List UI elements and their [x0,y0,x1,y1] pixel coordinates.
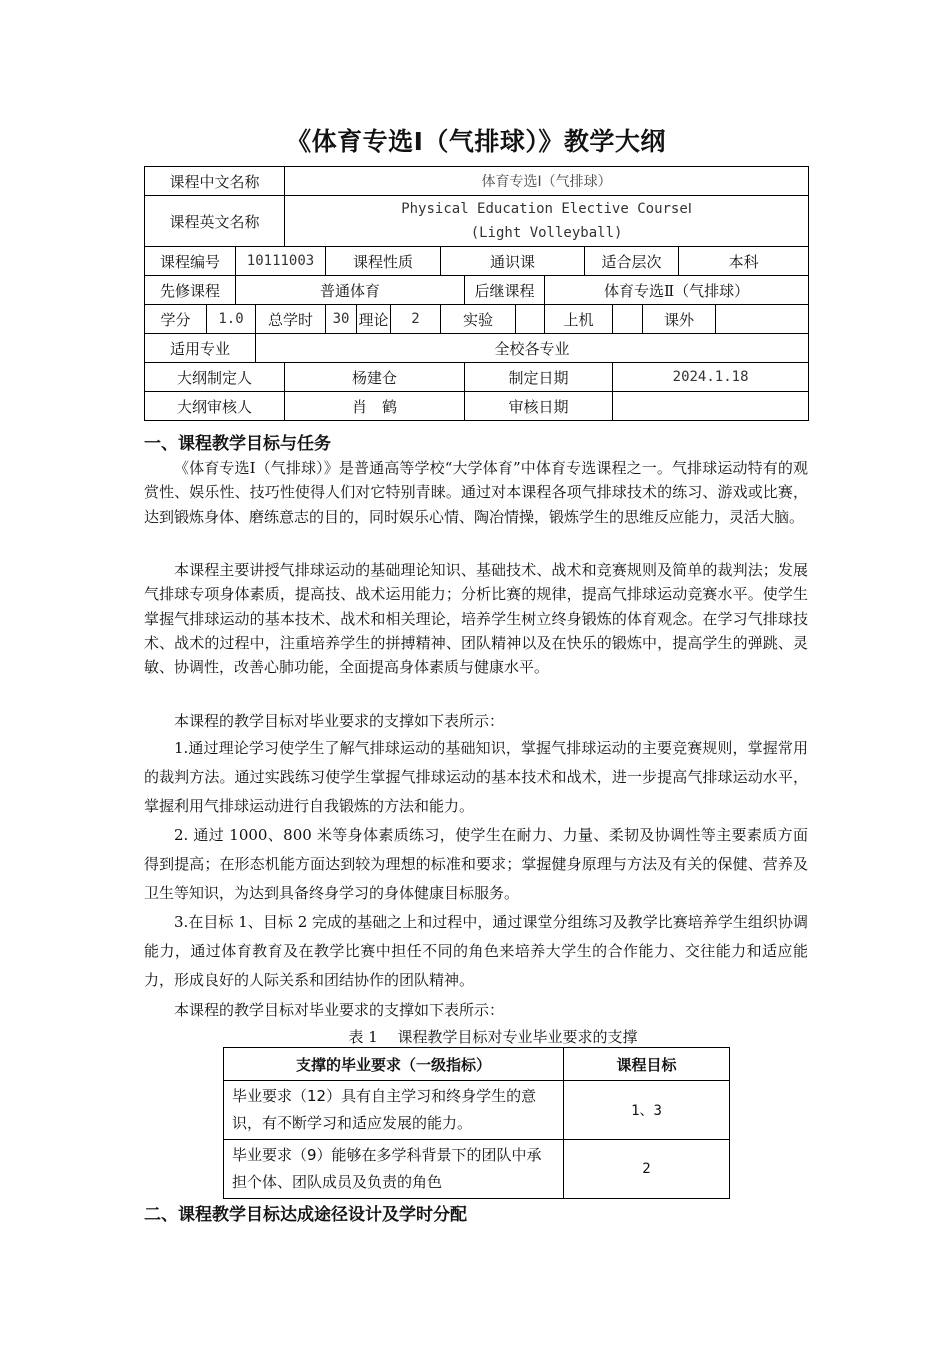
reviewer-label: 大纲审核人 [145,392,285,421]
level-label: 适合层次 [585,247,679,276]
requirement-cell: 毕业要求（12）具有自主学习和终身学生的意识，有不断学习和适应发展的能力。 [224,1081,564,1140]
section1-paragraph-3: 本课程的教学目标对毕业要求的支撑如下表所示： [174,712,505,730]
section1-paragraph-2: 本课程主要讲授气排球运动的基础理论知识、基础技术、战术和竞赛规则及简单的裁判法；发展气排球专项身体素质，提高技、战术运用能力；分析比赛的规律，提高气排球运动竞赛水平。使学生掌握气排球运动的基本技术、战术和相关理论，培养学生树立终身锻炼的体育观念。在学习气排球技术、战术的过程中，注重培养学生的拼搏精神、团队精神以及在快乐的锻炼中，提高学生的弹跳、灵敏、协调性，改善心肺功能，全面提高身体素质与健康水平。 [144,561,808,677]
exp-value [516,305,545,334]
hours-value: 30 [326,305,357,334]
hours-label: 总学时 [256,305,326,334]
theory-label: 理论 [357,305,391,334]
course-info-table [144,166,809,421]
section1-paragraph-1: 《体育专选Ⅰ（气排球）》是普通高等学校“大学体育”中体育专选课程之一。气排球运动特有的观赏性、娱乐性、技巧性使得人们对它特别青睐。通过对本课程各项气排球技术的练习、游戏或比赛，达到锻炼身体、磨练意志的目的，同时娱乐心情、陶冶情操，锻炼学生的思维反应能力，灵活大脑。 [144,459,808,526]
major-value: 全校各专业 [256,334,809,363]
review-date-label: 审核日期 [465,392,613,421]
table1-caption: 表 1 课程教学目标对专业毕业要求的支撑 [348,1028,638,1046]
code-label: 课程编号 [145,247,236,276]
computer-value [613,305,643,334]
section2-heading: 二、课程教学目标达成途径设计及学时分配 [144,1205,467,1225]
author-value: 杨建仓 [285,363,465,392]
requirements-table [223,1047,730,1199]
theory-value: 2 [391,305,441,334]
date-value: 2024.1.18 [613,363,809,392]
extra-label: 课外 [643,305,716,334]
header-goal: 课程目标 [564,1048,730,1081]
prereq-value: 普通体育 [236,276,465,305]
computer-label: 上机 [545,305,613,334]
date-label: 制定日期 [465,363,613,392]
credit-label: 学分 [145,305,207,334]
en-name-value [285,196,809,247]
section1-heading: 一、课程教学目标与任务 [144,434,331,454]
major-label: 适用专业 [145,334,256,363]
en-name-line2: (Light Volleyball) [470,225,623,241]
cn-name-label: 课程中文名称 [145,167,285,196]
requirement-cell: 毕业要求（9）能够在多学科背景下的团队中承担个体、团队成员及负责的角色 [224,1140,564,1199]
nature-value: 通识课 [441,247,585,276]
reviewer-value: 肖 鹤 [285,392,465,421]
goal-cell: 1、3 [564,1081,730,1140]
en-name-label: 课程英文名称 [145,196,285,247]
document-title: 《体育专选Ⅰ（气排球）》教学大纲 [286,127,666,156]
author-label: 大纲制定人 [145,363,285,392]
exp-label: 实验 [441,305,516,334]
goal-cell: 2 [564,1140,730,1199]
review-date-value [613,392,809,421]
nature-label: 课程性质 [326,247,441,276]
table-row [224,1081,730,1140]
next-label: 后继课程 [465,276,545,305]
section1-paragraph-7: 本课程的教学目标对毕业要求的支撑如下表所示： [174,1001,505,1019]
level-value: 本科 [679,247,809,276]
code-value: 10111003 [236,247,326,276]
goal-3-paragraph: 3.在目标 1、目标 2 完成的基础之上和过程中，通过课堂分组练习及教学比赛培养学生组织协调能力，通过体育教育及在教学比赛中担任不同的角色来培养大学生的合作能力、交往能力和适应能力，形成良好的人际关系和团结协作的团队精神。 [144,913,808,989]
extra-value [716,305,809,334]
goal-2-paragraph: 2. 通过 1000、800 米等身体素质练习，使学生在耐力、力量、柔韧及协调性等主要素质方面得到提高；在形态机能方面达到较为理想的标准和要求；掌握健身原理与方法及有关的保健、营养及卫生等知识，为达到具备终身学习的身体健康目标服务。 [144,826,808,902]
cn-name-value: 体育专选Ⅰ（气排球） [285,167,809,196]
credit-value: 1.0 [207,305,256,334]
table-row [224,1140,730,1199]
goal-1-paragraph: 1.通过理论学习使学生了解气排球运动的基础知识，掌握气排球运动的主要竞赛规则，掌握常用的裁判方法。通过实践练习使学生掌握气排球运动的基本技术和战术，进一步提高气排球运动水平，掌握利用气排球运动进行自我锻炼的方法和能力。 [144,739,808,815]
prereq-label: 先修课程 [145,276,236,305]
header-requirement: 支撑的毕业要求（一级指标） [224,1048,564,1081]
next-value: 体育专选Ⅱ（气排球） [545,276,809,305]
en-name-line1: Physical Education Elective CourseⅠ [401,201,692,217]
